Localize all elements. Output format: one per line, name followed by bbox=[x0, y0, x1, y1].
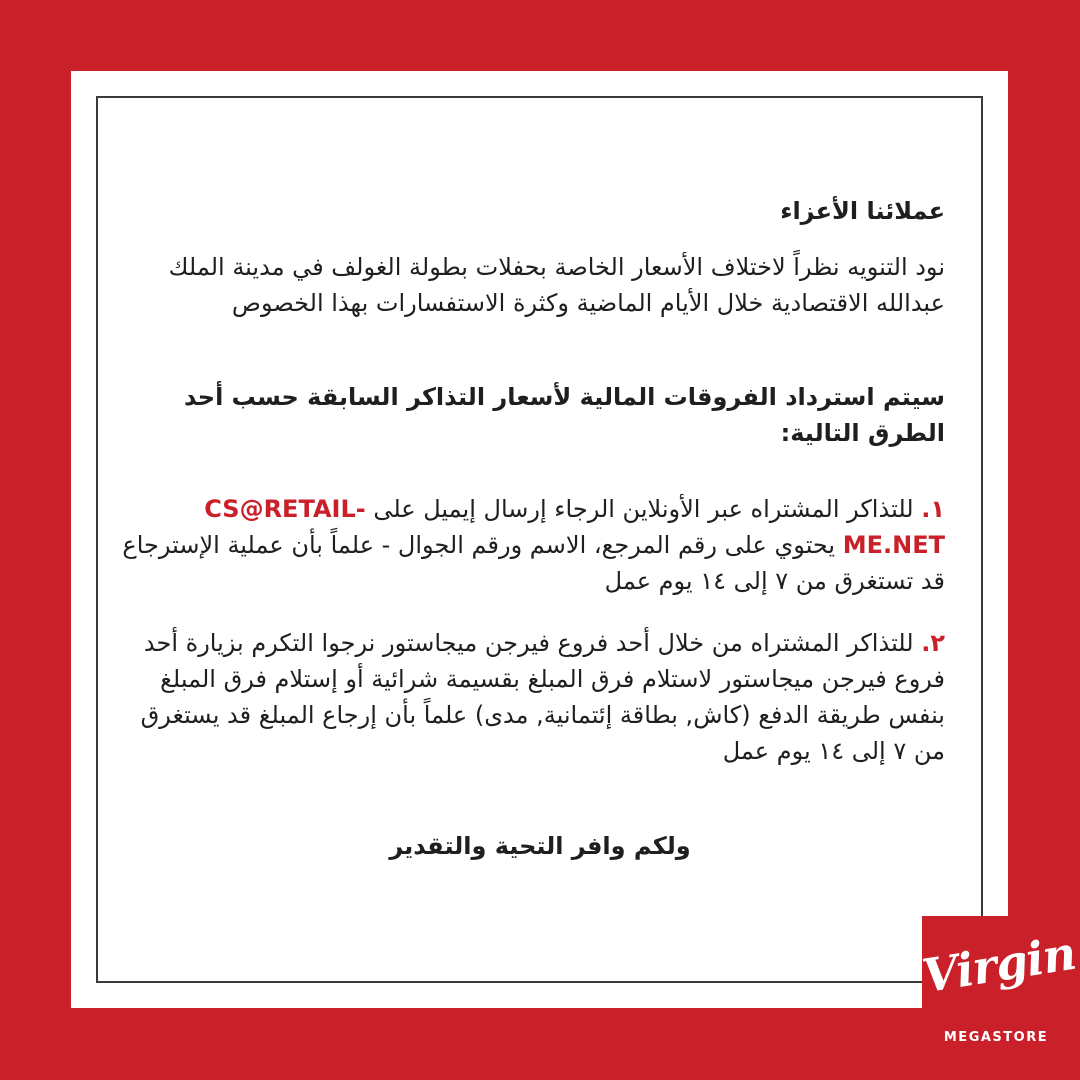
logo-subtitle: MEGASTORE bbox=[943, 1030, 1049, 1045]
refund-option-online bbox=[117, 491, 945, 599]
refund-methods-heading: سيتم استرداد الفروقات المالية لأسعار التذاكر السابقة حسب أحد الطرق التالية: bbox=[183, 383, 945, 447]
intro-paragraph: نود التنويه نظراً لاختلاف الأسعار الخاصة بحفلات بطولة الغولف في مدينة الملك عبدالله الاقتصادية خلال الأيام الماضية وكثرة الاستفسارات بهذا الخصوص bbox=[168, 253, 945, 317]
greeting-heading: عملائنا الأعزاء bbox=[780, 197, 945, 225]
item-number: ٢. bbox=[921, 629, 945, 657]
item-text: للتذاكر المشتراه عبر الأونلاين الرجاء إرسال إيميل على bbox=[373, 495, 914, 523]
closing-line: ولكم وافر التحية والتقدير bbox=[389, 832, 691, 860]
virgin-megastore-logo bbox=[918, 916, 1079, 1072]
item-text: للتذاكر المشتراه من خلال أحد فروع فيرجن ميجاستور نرجوا التكرم بزيارة أحد فروع فيرجن ميجاستور لاستلام فرق المبلغ بقسيمة شرائية أو إستلام فرق المبلغ بنفس طريقة الدفع (كاش, بطاقة إئتمانية, مدى) علماً بأن إرجاع المبلغ قد يستغرق من ٧ إلى ١٤ يوم عمل bbox=[140, 629, 945, 765]
item-number: ١. bbox=[921, 495, 945, 523]
logo-script: Virgin bbox=[918, 925, 1079, 1004]
notice-content bbox=[117, 193, 945, 769]
refund-option-store bbox=[117, 625, 945, 769]
email-link[interactable]: CS@RETAIL-ME.NET bbox=[204, 495, 945, 559]
item-text-continued: يحتوي على رقم المرجع، الاسم ورقم الجوال - علماً بأن عملية الإسترجاع قد تستغرق من ٧ إلى ١٤ يوم عمل bbox=[122, 531, 945, 595]
